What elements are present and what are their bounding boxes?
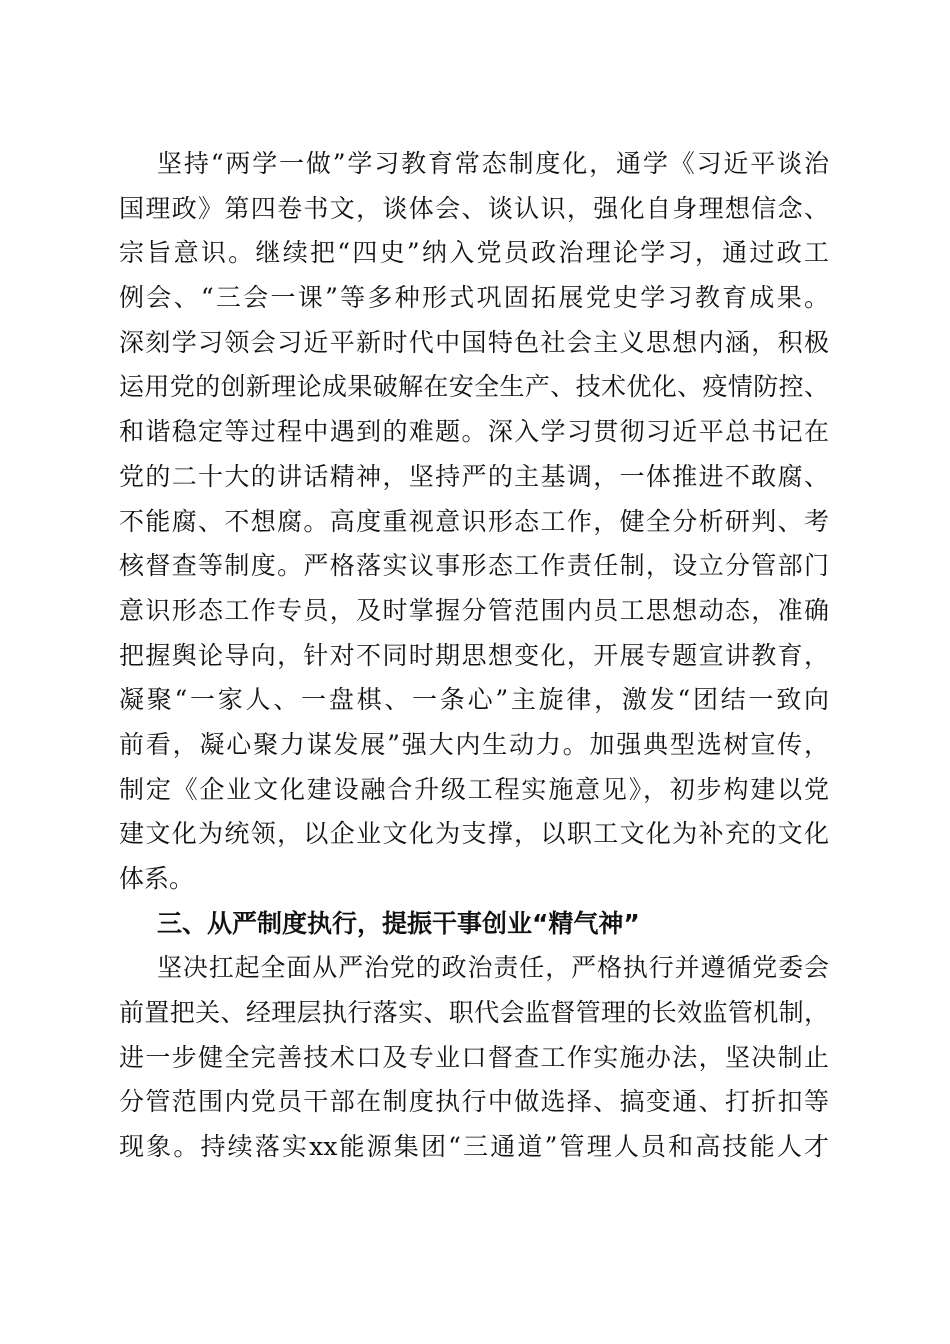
paragraph-1-line: 党的二十大的讲话精神，坚持严的主基调，一体推进不敢腐、 [119, 461, 829, 491]
section-heading-3: 三、从严制度执行，提振干事创业“精气神” [157, 908, 640, 938]
paragraph-1-line: 宗旨意识。继续把“四史”纳入党员政治理论学习，通过政工 [119, 238, 829, 268]
paragraph-1-line: 把握舆论导向，针对不同时期思想变化，开展专题宣讲教育， [119, 640, 829, 670]
paragraph-1-line: 和谐稳定等过程中遇到的难题。深入学习贯彻习近平总书记在 [119, 417, 829, 447]
paragraph-1-line: 体系。 [119, 864, 195, 893]
paragraph-1-line: 国理政》第四卷书文，谈体会、谈认识，强化自身理想信念、 [119, 193, 829, 223]
paragraph-1-line: 运用党的创新理论成果破解在安全生产、技术优化、疫情防控、 [119, 372, 829, 402]
paragraph-1-line: 前看，凝心聚力谋发展”强大内生动力。加强典型选树宣传， [119, 729, 829, 759]
paragraph-1-line: 不能腐、不想腐。高度重视意识形态工作，健全分析研判、考 [119, 506, 829, 536]
paragraph-1-line: 意识形态工作专员，及时掌握分管范围内员工思想动态，准确 [119, 595, 829, 625]
paragraph-1-line: 建文化为统领，以企业文化为支撑，以职工文化为补充的文化 [119, 819, 829, 849]
paragraph-1-line: 坚持“两学一做”学习教育常态制度化，通学《习近平谈治 [157, 149, 829, 178]
paragraph-1-line: 制定《企业文化建设融合升级工程实施意见》，初步构建以党 [119, 774, 829, 804]
paragraph-2-line: 分管范围内党员干部在制度执行中做选择、搞变通、打折扣等 [119, 1087, 829, 1117]
paragraph-1-line: 深刻学习领会习近平新时代中国特色社会主义思想内涵，积极 [119, 327, 829, 357]
document-body [119, 142, 829, 1170]
paragraph-1-line: 凝聚“一家人、一盘棋、一条心”主旋律，激发“团结一致向 [119, 685, 829, 715]
paragraph-2-line: 坚决扛起全面从严治党的政治责任，严格执行并遵循党委会 [157, 953, 829, 983]
paragraph-1-line: 例会、“三会一课”等多种形式巩固拓展党史学习教育成果。 [119, 283, 829, 313]
paragraph-2-line: 进一步健全完善技术口及专业口督查工作实施办法，坚决制止 [119, 1042, 829, 1072]
paragraph-1-line: 核督查等制度。严格落实议事形态工作责任制，设立分管部门 [119, 551, 829, 581]
paragraph-2-line: 前置把关、经理层执行落实、职代会监督管理的长效监管机制， [119, 998, 829, 1028]
paragraph-2-line: 现象。持续落实xx能源集团“三通道”管理人员和高技能人才 [119, 1132, 829, 1162]
